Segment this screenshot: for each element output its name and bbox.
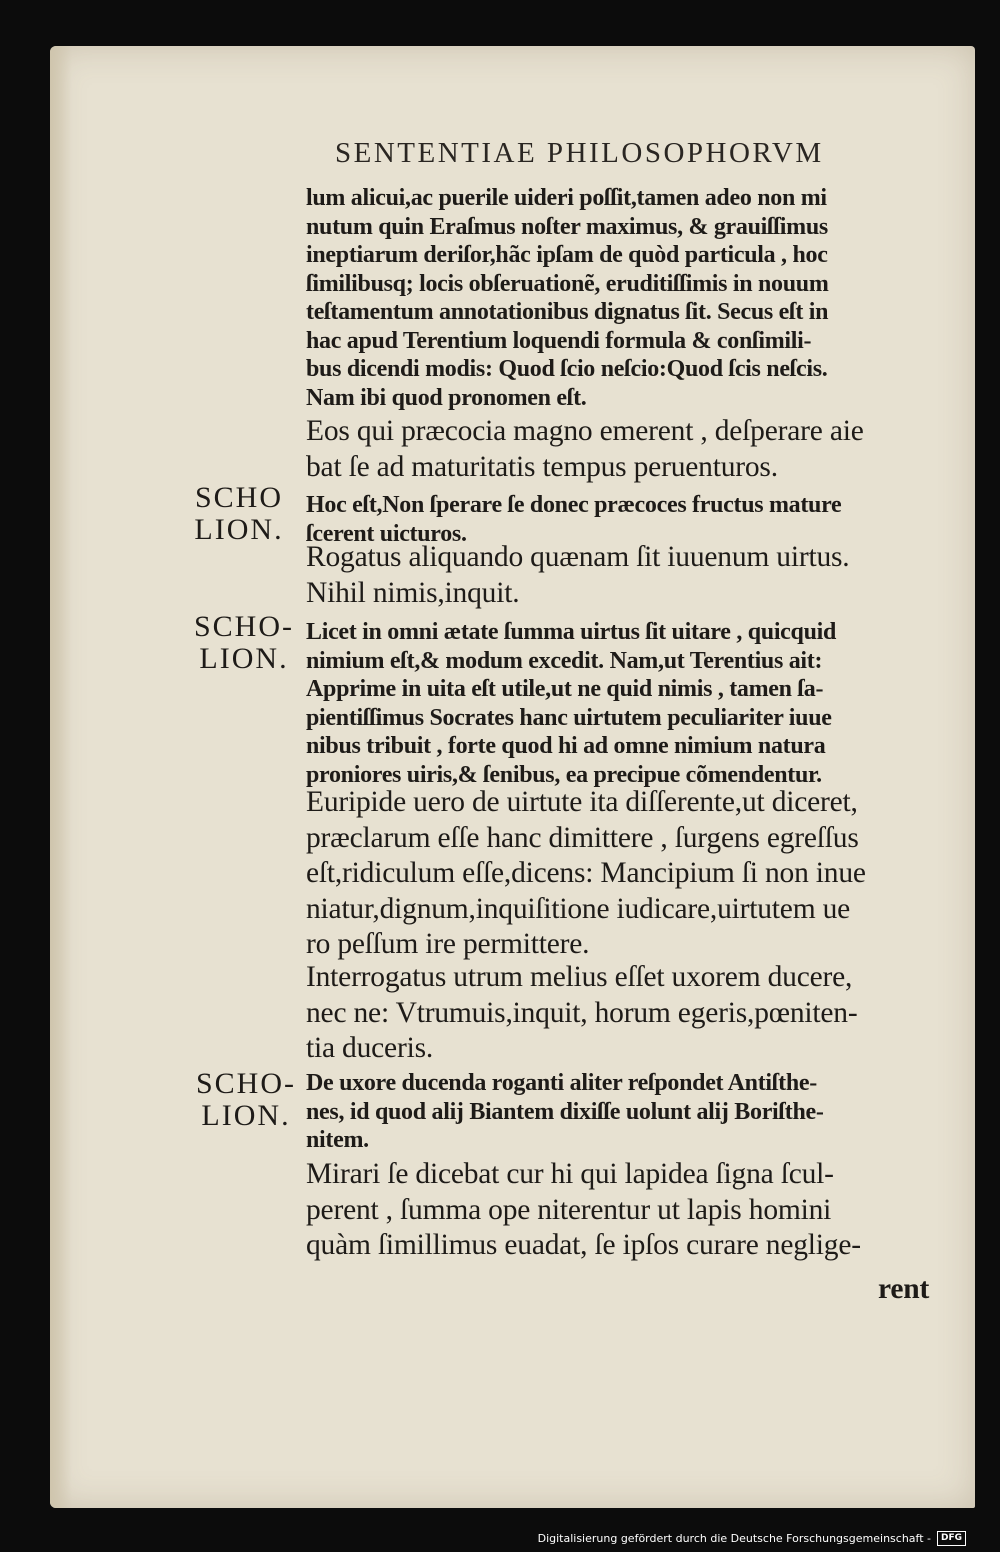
dfg-logo: DFG [937,1531,966,1546]
text-line: præclarum eſſe hanc dimittere , ſurgens egreſſus [306,821,859,854]
text-line: nimium eſt,& modum excedit. Nam,ut Terentius ait: [306,647,823,674]
text-line: nibus tribuit , forte quod hi ad omne nimium natura [306,733,826,759]
text-block-saying [306,785,942,963]
scholion-label-line: LION. [199,642,289,675]
text-block-scholion [306,1069,942,1155]
scholion-label [178,482,300,546]
page-gutter-shadow [50,46,72,1508]
digitization-credit [538,1531,966,1546]
text-line: pientiſſimus Socrates hanc uirtutem peculiariter iuue [306,704,832,731]
text-line: bus dicendi modis: Quod ſcio neſcio:Quod ſcis neſcis. [306,356,828,382]
text-line: ineptiarum deriſor,hãc ipſam de quòd particula , hoc [306,242,828,268]
scholion-label-line: LION. [194,513,284,546]
text-block-saying [306,960,942,1067]
text-line: lum alicui,ac puerile uideri poſſit,tamen adeo non mi [306,185,827,211]
text-line: nitem. [306,1127,369,1153]
text-block-saying [306,414,942,485]
credit-text: Digitalisierung gefördert durch die Deutsche Forschungsgemeinschaft - [537,1532,931,1545]
scholion-label [184,611,304,675]
text-line: eſt,ridiculum eſſe,dicens: Mancipium ſi non inue [306,857,866,889]
text-line: quàm ſimillimus euadat, ſe ipſos curare neglige- [306,1229,861,1261]
catchword: rent [878,1273,930,1305]
text-block-saying [306,540,942,611]
text-line: nec ne: Vtrumuis,inquit, horum egeris,pœniten- [306,996,858,1029]
scholion-label-line: SCHO- [193,610,294,643]
text-line: tia duceris. [306,1032,434,1064]
text-line: Eos qui præcocia magno emerent , deſperare aie [306,415,864,447]
text-line: Licet in omni ætate ſumma uirtus ſit uitare , quicquid [306,619,837,645]
scholion-label [186,1068,306,1132]
text-block-scholion [306,618,942,789]
scholion-label-line: LION. [201,1099,291,1132]
text-line: Mirari ſe dicebat cur hi qui lapidea ſigna ſcul- [306,1158,834,1190]
text-line: Nihil nimis,inquit. [306,576,520,609]
scholion-label-line: SCHO- [195,1067,296,1100]
text-line: Euripide uero de uirtute ita diſſerente,ut diceret, [306,786,858,818]
text-block-saying [306,1157,942,1264]
text-line: ro peſſum ire permittere. [306,928,590,960]
text-line: Nam ibi quod pronomen eſt. [306,384,587,411]
text-line: Hoc eſt,Non ſperare ſe donec præcoces fructus mature [306,492,842,518]
text-line: bat ſe ad maturitatis tempus peruenturos. [306,450,778,483]
text-line: nes, id quod alij Biantem dixiſſe uolunt alij Boriſthe- [306,1098,824,1125]
text-line: De uxore ducenda roganti aliter reſpondet Antiſthe- [306,1070,817,1096]
scholion-label-line: SCHO [194,481,284,514]
text-line: niatur,dignum,inquiſitione iudicare,uirtutem ue [306,892,851,925]
text-line: Rogatus aliquando quænam ſit iuuenum uirtus. [306,541,850,573]
text-line: nutum quin Eraſmus noſter maximus, & grauiſſimus [306,213,828,240]
running-head: SENTENTIAE PHILOSOPHORVM [335,137,824,169]
text-line: Interrogatus utrum melius eſſet uxorem ducere, [306,961,853,993]
text-block-continuation [306,184,942,412]
text-line: ſimilibusq; locis obſeruationẽ, eruditiſſimis in nouum [306,270,829,297]
text-line: perent , ſumma ope niterentur ut lapis homini [306,1193,832,1226]
text-line: Apprime in uita eſt utile,ut ne quid nimis , tamen ſa- [306,676,824,702]
text-line: teſtamentum annotationibus dignatus ſit. Secus eſt in [306,299,829,325]
text-line: hac apud Terentium loquendi formula & conſimili- [306,327,812,354]
text-line: proniores uiris,& ſenibus, ea precipue cõmendentur. [306,761,822,788]
text-line: ſcerent uicturos. [306,520,467,547]
